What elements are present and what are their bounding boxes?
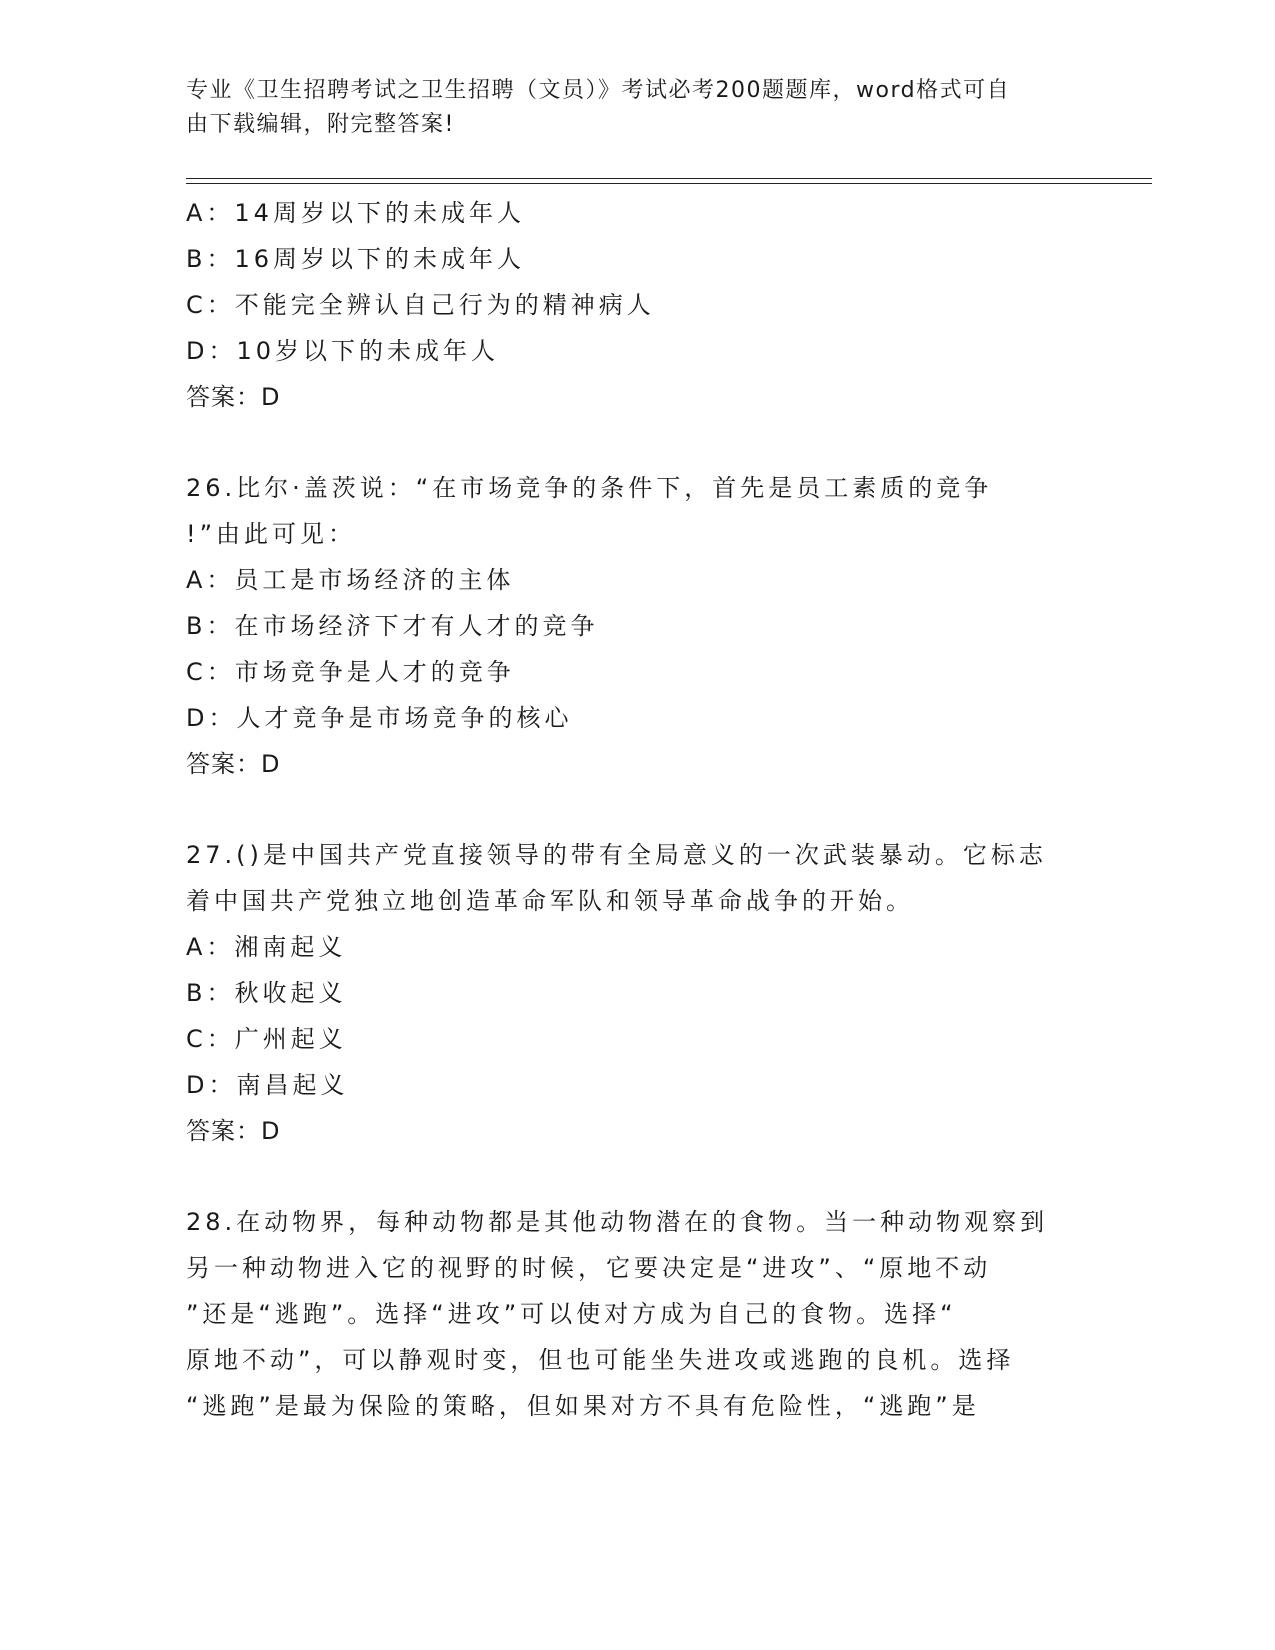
question-28 — [186, 1199, 1086, 1429]
question-25 — [186, 190, 1086, 420]
header-divider-top — [186, 178, 1152, 179]
question-stem-line-3: ”还是“逃跑”。选择“进攻”可以使对方成为自己的食物。选择“ — [186, 1300, 957, 1328]
question-27 — [186, 832, 1086, 1154]
option-a: A：员工是市场经济的主体 — [186, 566, 515, 594]
option-d: D：10岁以下的未成年人 — [186, 337, 500, 365]
spacer — [186, 787, 1086, 832]
question-26 — [186, 465, 1086, 787]
spacer — [186, 1154, 1086, 1199]
header-line-1: 专业《卫生招聘考试之卫生招聘（文员）》考试必考200题题库，word格式可自 — [186, 78, 1011, 103]
question-stem-line-4: 原地不动”，可以静观时变，但也可能坐失进攻或逃跑的良机。选择 — [186, 1346, 1015, 1374]
question-stem-line-1: 27.()是中国共产党直接领导的带有全局意义的一次武装暴动。它标志 — [186, 841, 1047, 869]
answer: 答案：D — [186, 750, 281, 778]
option-a: A：湘南起义 — [186, 933, 347, 961]
option-c: C：广州起义 — [186, 1025, 347, 1053]
option-d: D：人才竞争是市场竞争的核心 — [186, 704, 573, 732]
option-b: B：在市场经济下才有人才的竞争 — [186, 612, 599, 640]
question-stem-line-2: 着中国共产党独立地创造革命军队和领导革命战争的开始。 — [186, 887, 914, 915]
answer: 答案：D — [186, 1117, 281, 1145]
question-stem-line-5: “逃跑”是最为保险的策略，但如果对方不具有危险性，“逃跑”是 — [186, 1392, 980, 1420]
spacer — [186, 420, 1086, 465]
header-line-2: 由下载编辑，附完整答案! — [186, 112, 455, 137]
option-b: B：16周岁以下的未成年人 — [186, 245, 526, 273]
option-d: D：南昌起义 — [186, 1071, 349, 1099]
question-list — [186, 190, 1086, 1429]
option-c: C：不能完全辨认自己行为的精神病人 — [186, 291, 655, 319]
document-header — [186, 74, 1066, 142]
option-a: A：14周岁以下的未成年人 — [186, 199, 525, 227]
option-c: C：市场竞争是人才的竞争 — [186, 658, 515, 686]
header-divider-bottom — [186, 183, 1152, 184]
question-stem-line-2: !”由此可见： — [186, 520, 357, 548]
question-stem-line-1: 28.在动物界，每种动物都是其他动物潜在的食物。当一种动物观察到 — [186, 1208, 1049, 1236]
answer: 答案：D — [186, 383, 281, 411]
question-stem-line-1: 26.比尔·盖茨说：“在市场竞争的条件下，首先是员工素质的竞争 — [186, 474, 993, 502]
option-b: B：秋收起义 — [186, 979, 347, 1007]
question-stem-line-2: 另一种动物进入它的视野的时候，它要决定是“进攻”、“原地不动 — [186, 1254, 992, 1282]
